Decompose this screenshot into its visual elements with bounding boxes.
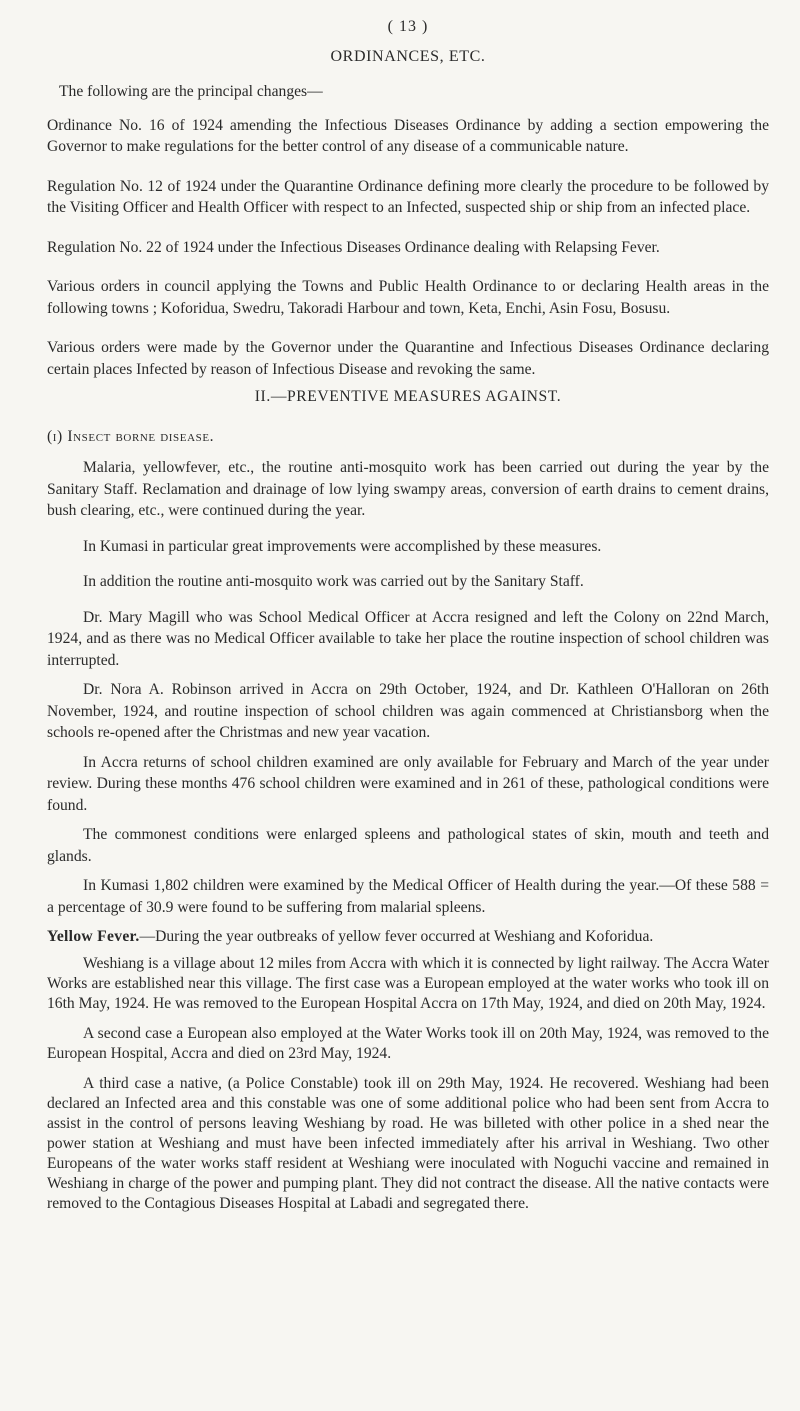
- weshiang-paragraph: A second case a European also employed at the Water Works took ill on 20th May, 1924, was removed to the European Hospital, Accra and died on 23rd May, 1924.: [47, 1024, 769, 1062]
- yellow-fever-text: —During the year outbreaks of yellow fever occurred at Weshiang and Koforidua.: [139, 928, 654, 945]
- ordinance-item: Various orders in council applying the Towns and Public Health Ordinance to or declaring Health areas in the following towns ; Koforidua, Swedru, Takoradi Harbour and town, Keta, Enchi, Asin Fosu, Bosusu.: [47, 278, 769, 317]
- weshiang-paragraph: A third case a native, (a Police Constable) took ill on 29th May, 1924. He recovered. Weshiang had been declared an Infected area and this constable was one of some additional police who had been sent from Accra to assist in the control of persons leaving Weshiang by road. He was billeted with other police in a shed near the power station at Weshiang and must have been infected immediately after his arrival in Weshiang. Two other Europeans of the water works staff resident at Weshiang were inoculated with Noguchi vaccine and remained in Weshiang in charge of the power and pumping plant. They did not contract the disease. All the native contacts were removed to the Contagious Diseases Hospital at Labadi and segregated there.: [47, 1074, 769, 1212]
- ordinance-item: Regulation No. 12 of 1924 under the Quarantine Ordinance defining more clearly the procedure to be followed by the Visiting Officer and Health Officer with respect to an Infected, suspected ship or ship from an infected place.: [47, 177, 769, 216]
- section-title: ORDINANCES, ETC.: [330, 47, 486, 65]
- ordinance-item: Various orders were made by the Governor under the Quarantine and Infectious Diseases Ordinance declaring certain places Infected by reason of Infectious Disease and revoking the same.: [47, 339, 769, 378]
- body-paragraph: In Kumasi 1,802 children were examined by the Medical Officer of Health during the year.—Of these 588 = a percentage of 30.9 were found to be suffering from malarial spleens.: [47, 877, 769, 916]
- subheading-insect-borne: (i) Insect borne disease.: [47, 427, 215, 445]
- ordinance-item: Regulation No. 22 of 1924 under the Infectious Diseases Ordinance dealing with Relapsing Fever.: [47, 238, 660, 256]
- body-paragraph: In Kumasi in particular great improvements were accomplished by these measures.: [83, 537, 602, 555]
- body-paragraph: In addition the routine anti-mosquito work was carried out by the Sanitary Staff.: [83, 573, 584, 590]
- yellow-fever-label: Yellow Fever.: [47, 928, 140, 945]
- body-paragraph: In Accra returns of school children examined are only available for February and March of the year under review. During these months 476 school children were examined and in 261 of these, pathological conditions were found.: [47, 753, 769, 814]
- body-paragraph: Malaria, yellowfever, etc., the routine anti-mosquito work has been carried out during the year by the Sanitary Staff. Reclamation and drainage of low lying swampy areas, conversion of earth drains to cement drains, bush clearing, etc., were continued during the year.: [47, 459, 769, 519]
- weshiang-paragraph: Weshiang is a village about 12 miles from Accra with which it is connected by light railway. The Accra Water Works are established near this village. The first case was a European employed at the water works who took ill on 16th May, 1924. He was removed to the European Hospital Accra on 17th May, 1924, and died on 20th May, 1924.: [47, 954, 769, 1012]
- document-page: [47, 16, 769, 1214]
- body-paragraph: Dr. Mary Magill who was School Medical Officer at Accra resigned and left the Colony on 22nd March, 1924, and as there was no Medical Officer available to take her place the routine inspection of school children was interrupted.: [47, 608, 769, 669]
- yellow-fever-paragraph: [47, 926, 769, 948]
- page-number: ( 13 ): [387, 18, 429, 35]
- intro-text: The following are the principal changes—: [59, 83, 323, 100]
- ordinance-item: Ordinance No. 16 of 1924 amending the Infectious Diseases Ordinance by adding a section empowering the Governor to make regulations for the better control of any disease of a communicable nature.: [47, 116, 769, 155]
- body-paragraph: Dr. Nora A. Robinson arrived in Accra on 29th October, 1924, and Dr. Kathleen O'Halloran on 26th November, 1924, and routine inspection of school children was again commenced at Christiansborg when the schools re-opened after the Christmas and new year vacation.: [47, 681, 769, 741]
- section-heading-preventive: II.—PREVENTIVE MEASURES AGAINST.: [254, 388, 562, 405]
- body-paragraph: The commonest conditions were enlarged spleens and pathological states of skin, mouth and teeth and glands.: [47, 826, 769, 865]
